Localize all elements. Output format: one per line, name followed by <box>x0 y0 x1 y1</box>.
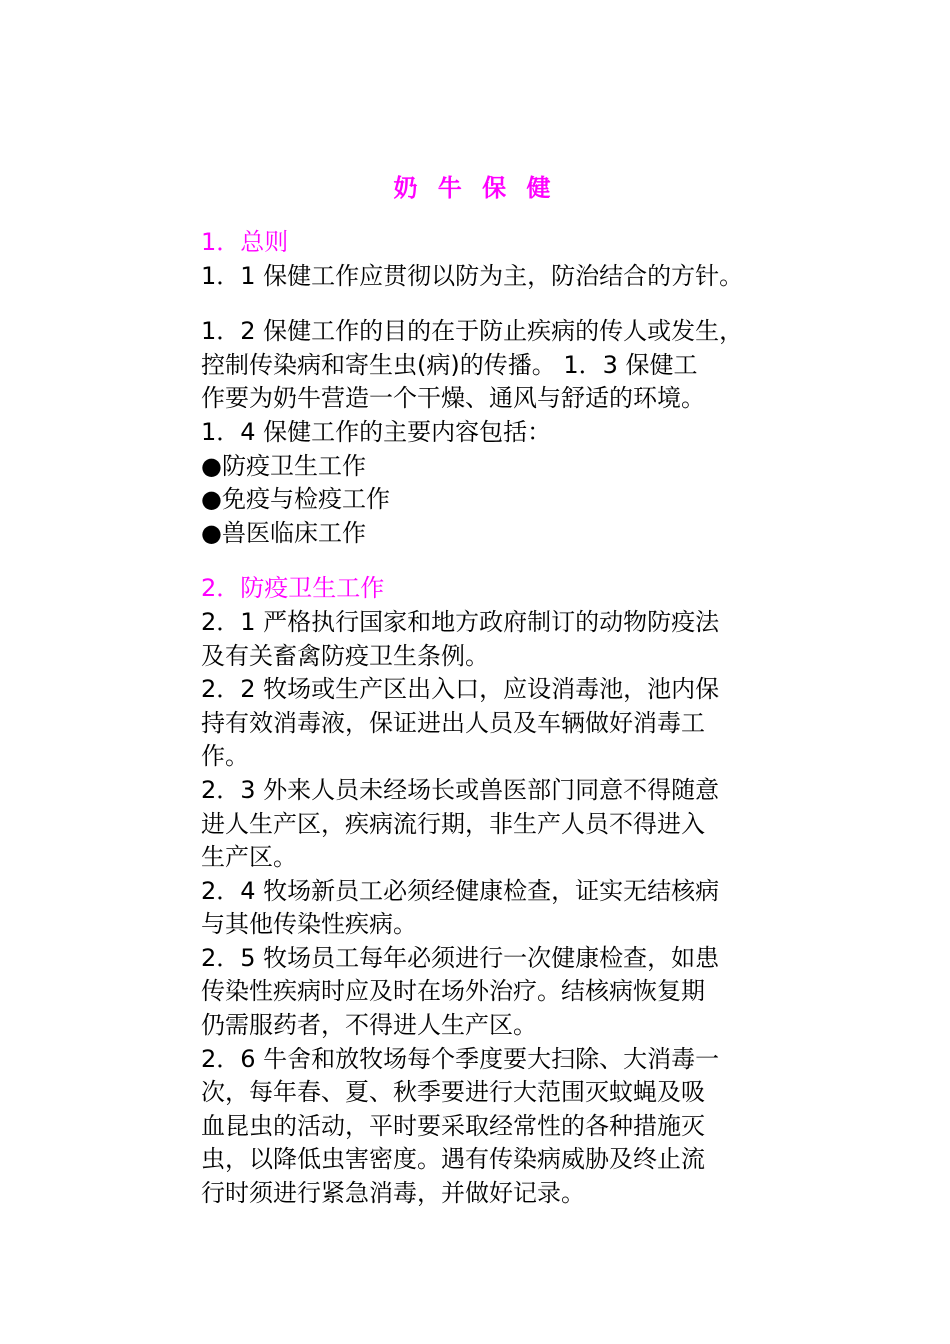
paragraph-line: 及有关畜禽防疫卫生条例。 <box>201 641 489 670</box>
paragraph-line: 2．6 牛舍和放牧场每个季度要大扫除、大消毒一 <box>201 1044 720 1073</box>
paragraph-line: 持有效消毒液，保证进出人员及车辆做好消毒工 <box>201 708 705 737</box>
bullet-item: ●防疫卫生工作 <box>201 451 366 480</box>
paragraph-line: 进人生产区，疾病流行期，非生产人员不得进入 <box>201 809 705 838</box>
page-title: 奶 牛 保 健 <box>393 174 557 202</box>
paragraph-line: 2．1 严格执行国家和地方政府制订的动物防疫法 <box>201 607 720 636</box>
paragraph-line: 虫，以降低虫害密度。遇有传染病威胁及终止流 <box>201 1145 705 1174</box>
paragraph-line: 仍需服药者，不得进人生产区。 <box>201 1011 537 1040</box>
paragraph-line: 行时须进行紧急消毒，并做好记录。 <box>201 1179 585 1208</box>
paragraph-line: 2．5 牧场员工每年必须进行一次健康检查，如患 <box>201 943 720 972</box>
section-spacer <box>201 550 771 572</box>
paragraph-line: 2．2 牧场或生产区出入口，应设消毒池，池内保 <box>201 675 720 704</box>
section-1-heading: 1．总则 <box>201 228 289 256</box>
document-body <box>201 226 771 1211</box>
paragraph-line: 次，每年春、夏、秋季要进行大范围灭蚊蝇及吸 <box>201 1078 705 1107</box>
paragraph-line: 生产区。 <box>201 843 297 872</box>
paragraph-1-1: 1．1 保健工作应贯彻以防为主，防治结合的方针。 <box>201 261 744 290</box>
paragraph-line: 2．4 牧场新员工必须经健康检查，证实无结核病 <box>201 876 720 905</box>
paragraph-line: 2．3 外来人员未经场长或兽医部门同意不得随意 <box>201 775 720 804</box>
bullet-item: ●兽医临床工作 <box>201 518 366 547</box>
bullet-item: ●免疫与检疫工作 <box>201 485 390 514</box>
paragraph-1-3-line: 作要为奶牛营造一个干燥、通风与舒适的环境。 <box>201 384 705 413</box>
paragraph-1-2-line-2: 控制传染病和寄生虫(病)的传播。 1．3 保健工 <box>201 350 698 379</box>
paragraph-line: 作。 <box>201 742 249 771</box>
paragraph-1-4: 1．4 保健工作的主要内容包括： <box>201 417 552 446</box>
paragraph-line: 血昆虫的活动，平时要采取经常性的各种措施灭 <box>201 1111 705 1140</box>
paragraph-line: 传染性疾病时应及时在场外治疗。结核病恢复期 <box>201 977 705 1006</box>
section-2-heading: 2．防疫卫生工作 <box>201 574 385 603</box>
paragraph-line: 与其他传染性疾病。 <box>201 910 417 939</box>
paragraph-spacer <box>201 293 771 315</box>
paragraph-1-2-line-1: 1．2 保健工作的目的在于防止疾病的传人或发生， <box>201 317 744 346</box>
